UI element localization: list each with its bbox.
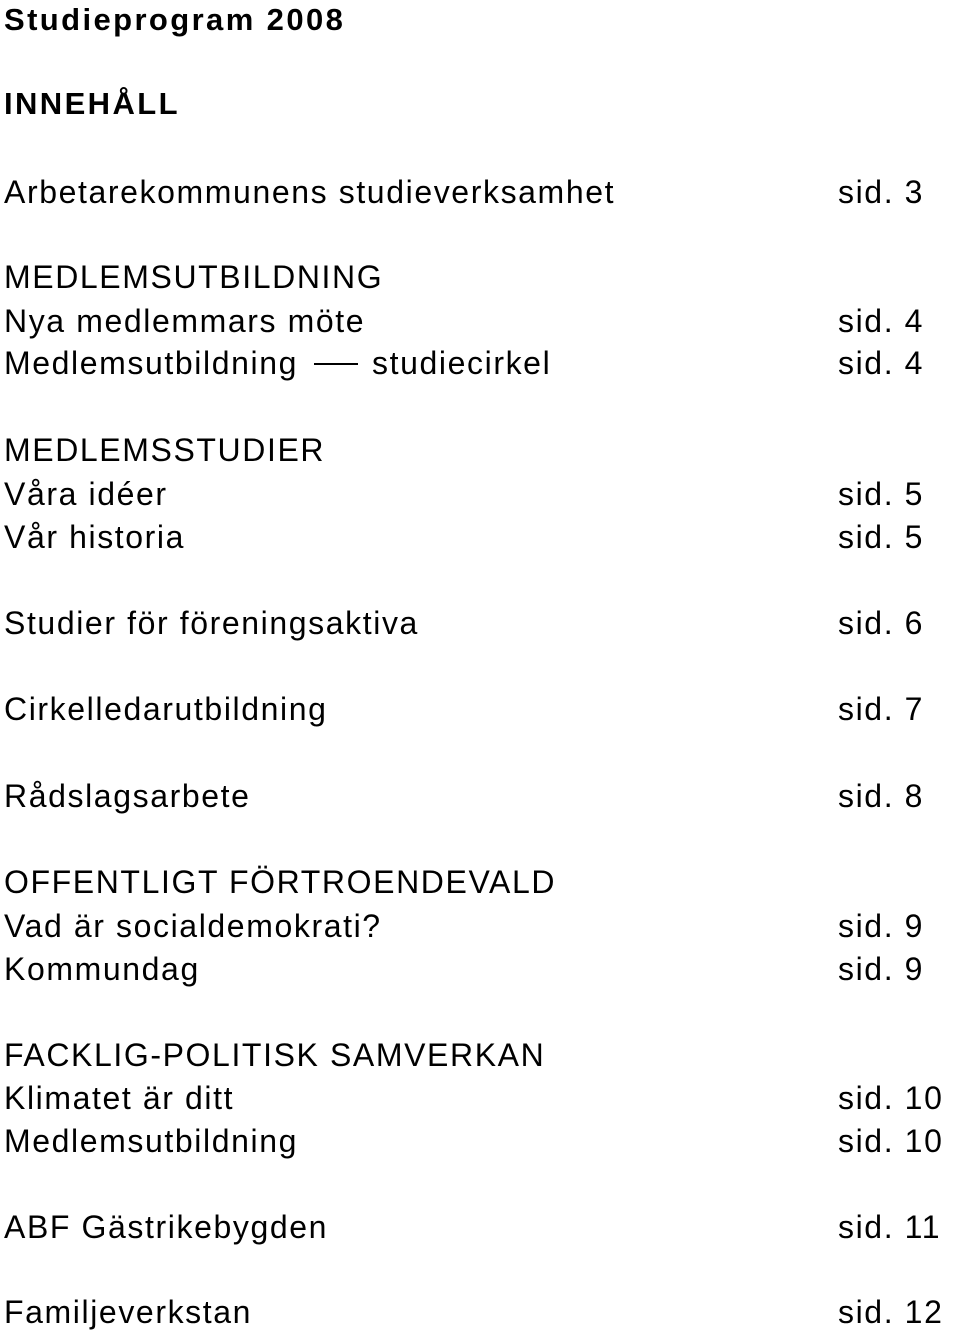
toc-entry-label: Rådslagsarbete bbox=[4, 778, 251, 814]
toc-entry-page: sid. 9 bbox=[838, 951, 925, 987]
toc-entry-label: ABF Gästrikebygden bbox=[4, 1209, 329, 1245]
toc-section-heading: MEDLEMSSTUDIER bbox=[4, 432, 326, 468]
toc-entry-page: sid. 11 bbox=[838, 1209, 942, 1245]
document-title: Studieprogram 2008 bbox=[4, 2, 346, 37]
toc-entry-label: Cirkelledarutbildning bbox=[4, 691, 328, 727]
dash-divider bbox=[314, 363, 358, 365]
toc-entry-label-part: studiecirkel bbox=[372, 345, 552, 381]
toc-entry-page: sid. 3 bbox=[838, 174, 925, 210]
toc-entry-label: Arbetarekommunens studieverksamhet bbox=[4, 174, 616, 210]
toc-entry-label: Studier för föreningsaktiva bbox=[4, 605, 419, 641]
toc-entry-label-part: Medlemsutbildning bbox=[4, 345, 299, 381]
toc-section-heading: MEDLEMSUTBILDNING bbox=[4, 259, 384, 295]
toc-entry-page: sid. 10 bbox=[838, 1080, 944, 1116]
toc-entry-page: sid. 4 bbox=[838, 345, 925, 381]
toc-entry-label: Klimatet är ditt bbox=[4, 1080, 235, 1116]
toc-entry-page: sid. 6 bbox=[838, 605, 925, 641]
toc-entry-label: Medlemsutbildning bbox=[4, 1123, 299, 1159]
toc-entry-label: Nya medlemmars möte bbox=[4, 303, 366, 339]
toc-entry-label: Kommundag bbox=[4, 951, 200, 987]
toc-entry-page: sid. 12 bbox=[838, 1294, 944, 1330]
toc-section-heading: OFFENTLIGT FÖRTROENDEVALD bbox=[4, 864, 557, 900]
toc-section-heading: FACKLIG-POLITISK SAMVERKAN bbox=[4, 1037, 546, 1073]
toc-entry-page: sid. 5 bbox=[838, 476, 925, 512]
toc-entry-page: sid. 7 bbox=[838, 691, 925, 727]
toc-entry-page: sid. 9 bbox=[838, 908, 925, 944]
toc-entry-label: Familjeverkstan bbox=[4, 1294, 253, 1330]
toc-entry-label: Våra idéer bbox=[4, 476, 168, 512]
toc-entry-page: sid. 4 bbox=[838, 303, 925, 339]
toc-entry-page: sid. 8 bbox=[838, 778, 925, 814]
toc-entry-label: Vår historia bbox=[4, 519, 186, 555]
contents-heading: INNEHÅLL bbox=[4, 86, 180, 121]
toc-entry-label: Vad är socialdemokrati? bbox=[4, 908, 382, 944]
toc-entry-page: sid. 5 bbox=[838, 519, 925, 555]
toc-entry-page: sid. 10 bbox=[838, 1123, 944, 1159]
toc-entry-label bbox=[4, 343, 551, 383]
